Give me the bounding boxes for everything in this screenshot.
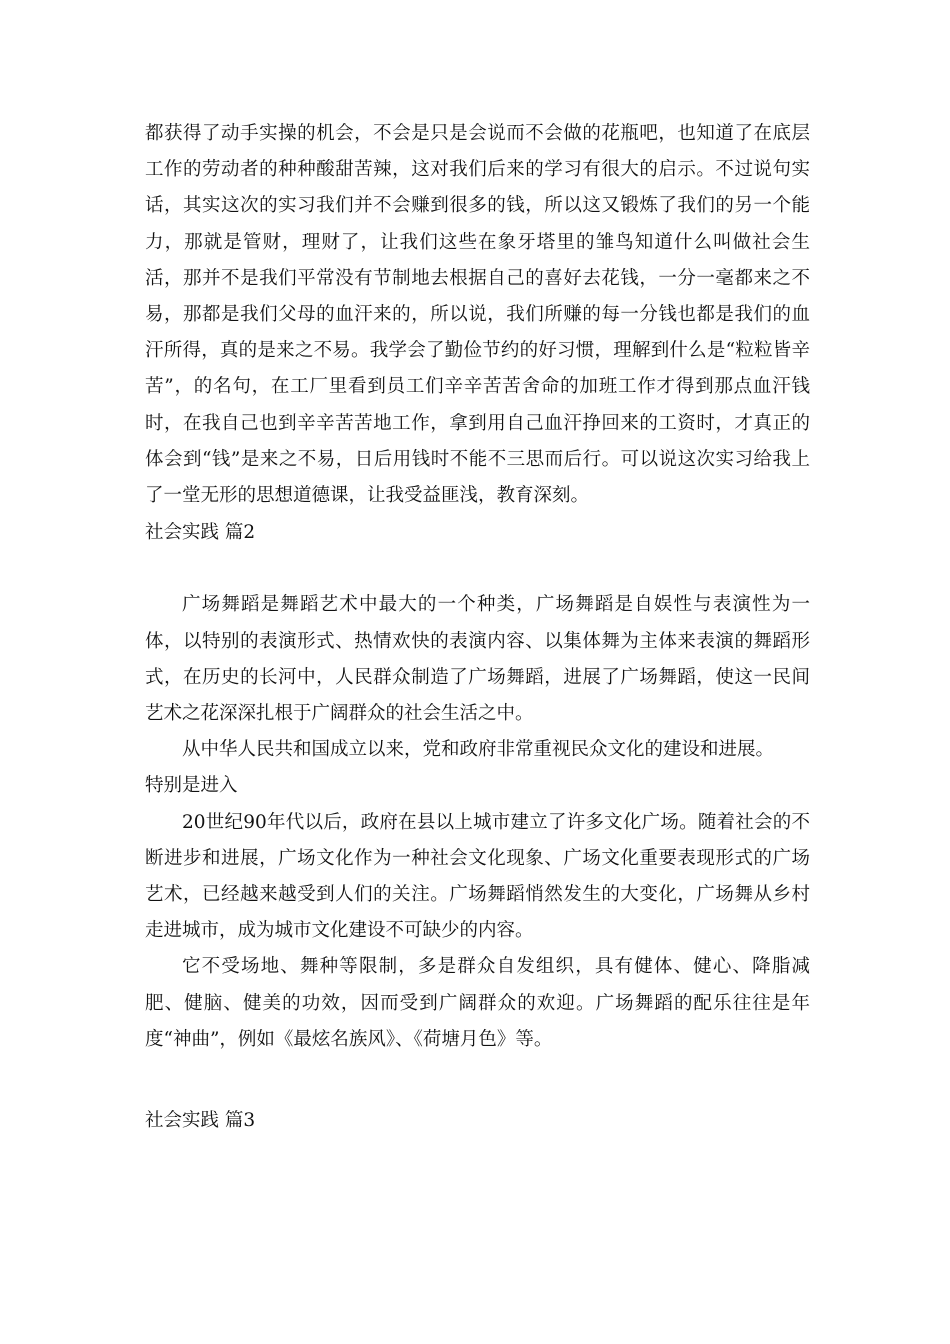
section-2-heading: 社会实践 篇2 bbox=[145, 522, 256, 543]
section-2-paragraph-3: 20世纪90年代以后，政府在县以上城市建立了许多文化广场。随着社会的不断进步和进展，广场文化作为一种社会文化现象、广场文化重要表现形式的广场艺术，已经越来越受到人们的关注。广场舞蹈悄然发生的大变化，广场舞从乡村走进城市，成为城市文化建设不可缺少的内容。 bbox=[145, 811, 810, 942]
section-3 bbox=[145, 1103, 810, 1139]
section-2-fragment: 特别是进入 bbox=[145, 775, 238, 797]
continued-paragraph: 都获得了动手实操的机会，不会是只是会说而不会做的花瓶吧，也知道了在底层工作的劳动者的种种酸甜苦辣，这对我们后来的学习有很大的启示。不过说句实话，其实这次的实习我们并不会赚到很多的钱，所以这又锻炼了我们的另一个能力，那就是管财，理财了，让我们这些在象牙塔里的雏鸟知道什么叫做社会生活，那并不是我们平常没有节制地去根据自己的喜好去花钱，一分一毫都来之不易，那都是我们父母的血汗来的，所以说，我们所赚的每一分钱也都是我们的血汗所得，真的是来之不易。我学会了勤俭节约的好习惯，理解到什么是“粒粒皆辛苦”，的名句，在工厂里看到员工们辛辛苦苦舍命的加班工作才得到那点血汗钱时，在我自己也到辛辛苦苦地工作，拿到用自己血汗挣回来的工资时，才真正的体会到“钱”是来之不易，日后用钱时不能不三思而后行。可以说这次实习给我上了一堂无形的思想道德课，让我受益匪浅，教育深刻。 bbox=[145, 123, 810, 507]
continued-text-block bbox=[145, 116, 810, 514]
section-2-paragraph-4: 它不受场地、舞种等限制，多是群众自发组织，具有健体、健心、降脂减肥、健脑、健美的功效，因而受到广阔群众的欢迎。广场舞蹈的配乐往往是年度“神曲”，例如《最炫名族风》、《荷塘月色》等。 bbox=[145, 956, 810, 1050]
section-2-paragraph-1: 广场舞蹈是舞蹈艺术中最大的一个种类，广场舞蹈是自娱性与表演性为一体，以特别的表演形式、热情欢快的表演内容、以集体舞为主体来表演的舞蹈形式，在历史的长河中，人民群众制造了广场舞蹈，进展了广场舞蹈，使这一民间艺术之花深深扎根于广阔群众的社会生活之中。 bbox=[145, 594, 810, 724]
section-2 bbox=[145, 515, 810, 1058]
section-3-heading: 社会实践 篇3 bbox=[145, 1110, 256, 1131]
spacer bbox=[145, 551, 810, 587]
section-2-paragraph-2: 从中华人民共和国成立以来，党和政府非常重视民众文化的建设和进展。 bbox=[182, 739, 775, 761]
